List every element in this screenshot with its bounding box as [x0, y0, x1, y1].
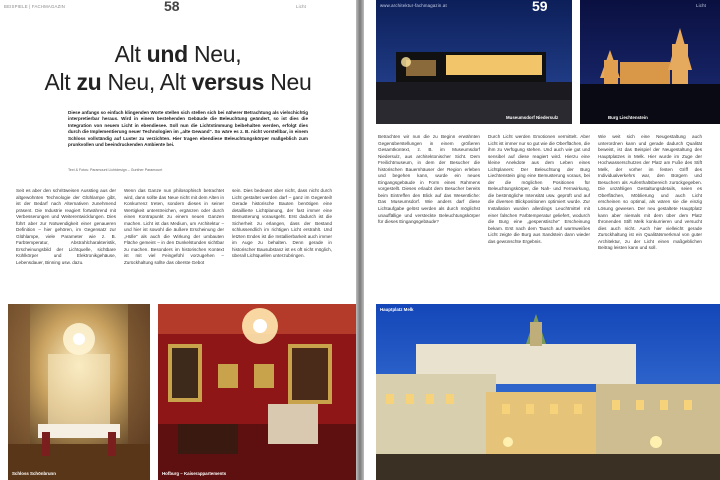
spine-gutter — [356, 0, 364, 480]
left-page — [0, 0, 356, 480]
left-column-2: Wenn das Ganze nun philosophisch betrachtet wird, dann sollte das Neue nicht mit dem Alten in Konkurrenz treten, sondern dieses in seiner Wertigkeit unterstreichen, ergänzen oder durch einen Kontrapunkt zu einem neuen Ganzen machen. Licht ist das Medium, um Architektur – und hier ist sowohl die äußere Erscheinung der „Hülle“ als auch die Wirkung der umbauten Fläche gemeint – in den Dunkelstunden sichtbar zu machen. Besonders im historischen Kontext ist mit viel Feingefühl vorzugehen – Zurückhaltung sollte das oberste Gebot — [124, 188, 224, 266]
caption-museum: Museumsdorf Niedersulz — [506, 115, 559, 120]
right-column-3: Wie weit sich eine Neugestaltung auch unterordnen kann und gerade dadurch Qualität beweist, ist das Beispiel der Neugestaltung des Hauptplatzes in Melk. Hier wurde im Zuge der Hochwasserschutzes der Platz am Fuße des Stift Melk, der vorher im festen Griff des Individualverkehrs war, den Bürgern und Besuchern als Aufenthaltsbereich zurückgegeben. Die unzähligen Gestaltungsdetails, seien es Oberflächen, Möblierung und auch Licht erscheinen so optimal, als wären sie die einzig Lösung gewesen. Der neu gestaltete Hauptplatz kann aber niemals mit dem über dem Platz thronenden Stift Melk konkurrieren und versucht dies auch nicht. Auch hier vielleicht gerade Zurückhaltung ist ein Qualitätsmerkmal von guter Architektur, zu der Licht einen maßgeblichen Beitrag leisten kann und soll. — [598, 134, 702, 251]
photo-mirror-hall — [8, 304, 150, 480]
left-header-right: Licht — [296, 4, 307, 9]
caption-red-room: Hofburg – Kaiserappartements — [162, 471, 227, 476]
article-title-line1: Alt und Neu, — [114, 41, 242, 67]
left-header-label: BEISPIELE | FACHMAGAZIN — [4, 4, 66, 9]
right-page-number: 59 — [532, 0, 548, 14]
left-column-1: Seit es aber den schrittweisen Ausstieg aus der altgewohnten Technologie der Glühlampe gibt, ist der Bedarf nach Alternativen zunehmend präsent. Die Industrie reagiert fortwährend mit Verbesserungen und Weiterentwicklungen. Dies führt aber zur Notwendigkeit einer genaueren Definition – hier gehören, im Gegensatz zur Glühlampe, viele Parameter wie z. B. Farbtemperatur, Abstrahlcharakteristik, Erscheinungsbild der Lichtquelle, sichtbare Kühlkörper und Elektronikgehäuse, Lebensdauer, Binning usw. dazu. — [16, 188, 116, 266]
right-page — [364, 0, 720, 480]
article-title-line2: Alt zu Neu, Alt versus Neu — [44, 69, 312, 95]
photo-red-room — [158, 304, 356, 480]
left-column-3: sein. Dies bedeutet aber nicht, dass nicht durch Licht gestaltet werden darf – ganz im Gegenteil! Gerade historische Bauten benötigen eine detaillierte Lichtplanung, der fast immer eine Bemusterung vorausgeht. Erst dadurch ist die Sicherheit zu erlangen, dass der Bestand schlussendlich im richtigen Licht erstrahlt. Und letzten Endes ist die Installierbarkeit auch immer im Auge zu behalten. Denn gerade in historischer Bausubstanz ist es oft nicht möglich, überall Lichtquellen unterzubringen. — [232, 188, 332, 259]
photo-town-square — [376, 304, 720, 480]
photo-museum-entrance — [376, 0, 572, 124]
photo-castle — [580, 0, 720, 124]
article-lead: Diese anfangs so einfach klingenden Worte stellen sich stellen sich bei näherer Betrachtung als vielschichtig interpretierbar heraus. Wird in einem bestehenden Gebäude die Beleuchtung geändert, so ist dies die Integration von neuem Licht in ebendiesee. Soll nun die Lichtstimmung beibehalten werden, erfolgt dies durch die Implementierung neuer Technologien im „alte Gewand“. So wäre es z. B. nicht vorstellbar, in einem Schloss vollständig auf Luster zu verzichten. Hier tragen ebendiese Beleuchtungskörper maßgeblich zum prunkvollen und beeindruckenden Ambiente bei. — [68, 110, 308, 148]
caption-mirror-hall: Schloss Schönbrunn — [12, 471, 56, 476]
right-header-right: Licht — [696, 3, 707, 8]
left-page-number: 58 — [164, 0, 180, 14]
right-header-label: www.architektur-fachmagazin.at — [380, 3, 447, 8]
caption-town-square: Hauptplatz Melk — [380, 307, 414, 312]
article-credit: Text & Fotos: Paramount Lichtdesign – Gunther Paramount — [68, 168, 163, 172]
caption-castle: Burg Liechtenstein — [608, 115, 648, 120]
right-column-2: Durch Licht werden Emotionen vermittelt. Aber Licht ist immer nur so gut wie die Oberflächen, die ihm zu Verfügung stehen. Und auch wie gut und sensibel auf diese reagiert wird. Hierzu eine kleine Anekdote aus dem Leben eines Lichtplaners: Der Beleuchtung der Burg Liechtenstein ging eine Bemusterung voraus, bei der die möglichen Positionen für Beleuchtungskörper, die Nah- und Fernwirkung, die bestmögliche Intensität usw. geprüft und auf die diversen Blickpositionen optimiert wurde. Zur Installation wurden allerdings Leuchtmittel mit einer falschen Farbtemperatur geliefert, wodurch die Burg eine „gespenstische“ Erscheinung bekam. Erst nach dem Tausch auf warmweißes Licht zeigte die Burg aus Sandstein dann wieder das gewünschte Ergebnis. — [488, 134, 590, 244]
right-column-1: Betrachten wir nun die zu Beginn erwähnten Gegenüberstellungen in einem größeren Gesamtkontext, z. B. im Museumsdorf Niedersulz, aus architektonischer Sicht. Dem Freilichtmuseum, in dem der Besucher die historischen Bauernhäuser der Region erleben und begehen kann, wurde ein neues Eingangsgebäude in Form eines Rahmens vorgestellt. Dieses erlaubt dem Besucher bereits beim Eintreffen den Blick auf das Wesentliche: Das Museumsdorf. Wie anders darf diese Lichtaufgabe gelöst werden als durch möglichst unauffällige und versteckte Beleuchtungskörper für dieses Eingangsgebäude? — [378, 134, 480, 225]
